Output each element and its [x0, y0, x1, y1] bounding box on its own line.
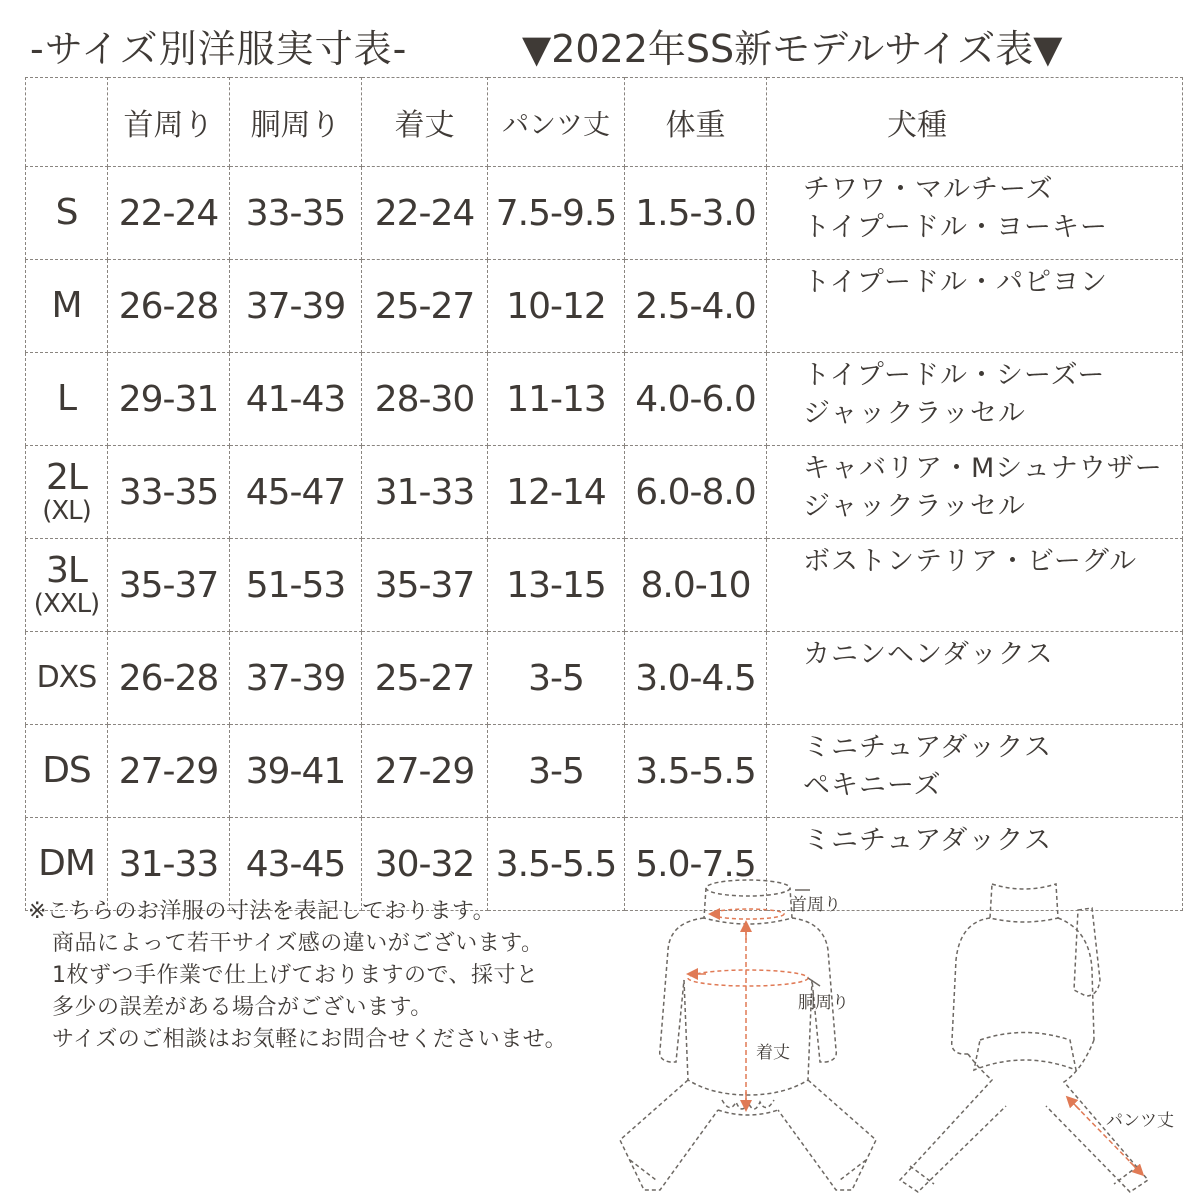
body-label: 胴周り — [798, 993, 849, 1013]
weight-cell: 6.0-8.0 — [625, 446, 767, 539]
title-left: -サイズ別洋服実寸表- — [30, 27, 408, 71]
breed-cell — [767, 167, 1183, 260]
breed-cell — [767, 632, 1183, 725]
body-cell: 39-41 — [230, 725, 362, 818]
neck-cell: 27-29 — [108, 725, 230, 818]
breed-line-2: ジャックラッセル — [803, 398, 1026, 429]
breed-cell — [767, 353, 1183, 446]
pants-cell: 3.5-5.5 — [488, 818, 625, 911]
size-label — [26, 446, 108, 539]
weight-cell: 4.0-6.0 — [625, 353, 767, 446]
pants-cell: 10-12 — [488, 260, 625, 353]
weight-cell: 5.0-7.5 — [625, 818, 767, 911]
header-row — [26, 78, 1183, 167]
header-weight: 体重 — [625, 78, 767, 167]
weight-cell: 3.0-4.5 — [625, 632, 767, 725]
header-size — [26, 78, 108, 167]
weight-cell: 2.5-4.0 — [625, 260, 767, 353]
size-label — [26, 260, 108, 353]
size-main: L — [56, 378, 77, 419]
size-label — [26, 725, 108, 818]
length-cell: 31-33 — [362, 446, 488, 539]
body-cell: 37-39 — [230, 260, 362, 353]
size-main: DXS — [36, 660, 97, 695]
weight-cell: 8.0-10 — [625, 539, 767, 632]
title-right: ▼2022年SS新モデルサイズ表▼ — [522, 27, 1063, 71]
table-row — [26, 167, 1183, 260]
table-row — [26, 446, 1183, 539]
garment-illustration — [600, 870, 1200, 1200]
header-length: 着丈 — [362, 78, 488, 167]
breed-line-2: トイプードル・ヨーキー — [803, 212, 1109, 243]
breed-line-1: チワワ・マルチーズ — [803, 174, 1054, 205]
front-view — [620, 880, 876, 1190]
note-line: 1枚ずつ手作業で仕上げておりますので、採寸と — [52, 963, 539, 988]
size-label — [26, 539, 108, 632]
length-cell: 25-27 — [362, 260, 488, 353]
breed-cell — [767, 446, 1183, 539]
pants-label: パンツ丈 — [1106, 1111, 1174, 1131]
neck-cell: 26-28 — [108, 260, 230, 353]
table-row — [26, 725, 1183, 818]
header-pants: パンツ丈 — [488, 78, 625, 167]
breed-line-1: トイプードル・シーズー — [803, 360, 1106, 391]
length-cell: 27-29 — [362, 725, 488, 818]
note-line: 多少の誤差がある場合がございます。 — [52, 995, 433, 1020]
size-table — [25, 77, 1183, 911]
body-cell: 51-53 — [230, 539, 362, 632]
breed-line-1: カニンヘンダックス — [803, 639, 1054, 670]
size-main: DS — [42, 750, 91, 791]
neck-cell: 26-28 — [108, 632, 230, 725]
neck-label: 首周り — [790, 895, 841, 915]
size-label — [26, 632, 108, 725]
pants-cell: 13-15 — [488, 539, 625, 632]
pants-cell: 12-14 — [488, 446, 625, 539]
length-cell: 35-37 — [362, 539, 488, 632]
breed-line-1: ミニチュアダックス — [803, 732, 1053, 763]
note-line: 商品によって若干サイズ感の違いがございます。 — [52, 931, 544, 956]
size-main: S — [55, 192, 78, 233]
neck-cell: 35-37 — [108, 539, 230, 632]
table-row — [26, 260, 1183, 353]
length-cell: 25-27 — [362, 632, 488, 725]
note-line: ※こちらのお洋服の寸法を表記しております。 — [28, 899, 496, 924]
body-cell: 45-47 — [230, 446, 362, 539]
weight-cell: 1.5-3.0 — [625, 167, 767, 260]
header-body: 胴周り — [230, 78, 362, 167]
size-main: M — [51, 285, 82, 326]
notes — [28, 896, 567, 1056]
table-row — [26, 539, 1183, 632]
header-neck: 首周り — [108, 78, 230, 167]
breed-line-1: キャバリア・Mシュナウザー — [803, 453, 1163, 484]
breed-line-1: ミニチュアダックス — [803, 825, 1053, 856]
size-sub: (XXL) — [33, 589, 100, 619]
neck-cell: 29-31 — [108, 353, 230, 446]
neck-cell: 22-24 — [108, 167, 230, 260]
neck-cell: 33-35 — [108, 446, 230, 539]
breed-line-2: ペキニーズ — [803, 770, 942, 801]
length-cell: 28-30 — [362, 353, 488, 446]
breed-cell — [767, 260, 1183, 353]
pants-cell: 3-5 — [488, 632, 625, 725]
body-cell: 33-35 — [230, 167, 362, 260]
body-cell: 41-43 — [230, 353, 362, 446]
header-breed: 犬種 — [767, 78, 1183, 167]
body-cell: 37-39 — [230, 632, 362, 725]
table-row — [26, 353, 1183, 446]
body-cell: 43-45 — [230, 818, 362, 911]
length-label: 着丈 — [756, 1043, 790, 1063]
size-main: 3L — [46, 550, 87, 591]
table-row — [26, 632, 1183, 725]
size-label — [26, 353, 108, 446]
garment-diagram — [600, 870, 1200, 1200]
size-main: DM — [38, 843, 95, 884]
breed-line-1: トイプードル・パピヨン — [803, 267, 1109, 298]
breed-cell — [767, 725, 1183, 818]
back-view — [900, 884, 1148, 1192]
note-line: サイズのご相談はお気軽にお問合せくださいませ。 — [52, 1027, 568, 1052]
length-cell: 30-32 — [362, 818, 488, 911]
length-cell: 22-24 — [362, 167, 488, 260]
neck-cell: 31-33 — [108, 818, 230, 911]
pants-cell: 11-13 — [488, 353, 625, 446]
weight-cell: 3.5-5.5 — [625, 725, 767, 818]
size-label — [26, 167, 108, 260]
pants-cell: 3-5 — [488, 725, 625, 818]
size-sub: (XL) — [42, 496, 91, 526]
breed-cell — [767, 539, 1183, 632]
breed-line-2: ジャックラッセル — [803, 491, 1026, 522]
breed-line-1: ボストンテリア・ビーグル — [803, 546, 1138, 577]
pants-cell: 7.5-9.5 — [488, 167, 625, 260]
size-main: 2L — [46, 457, 87, 498]
